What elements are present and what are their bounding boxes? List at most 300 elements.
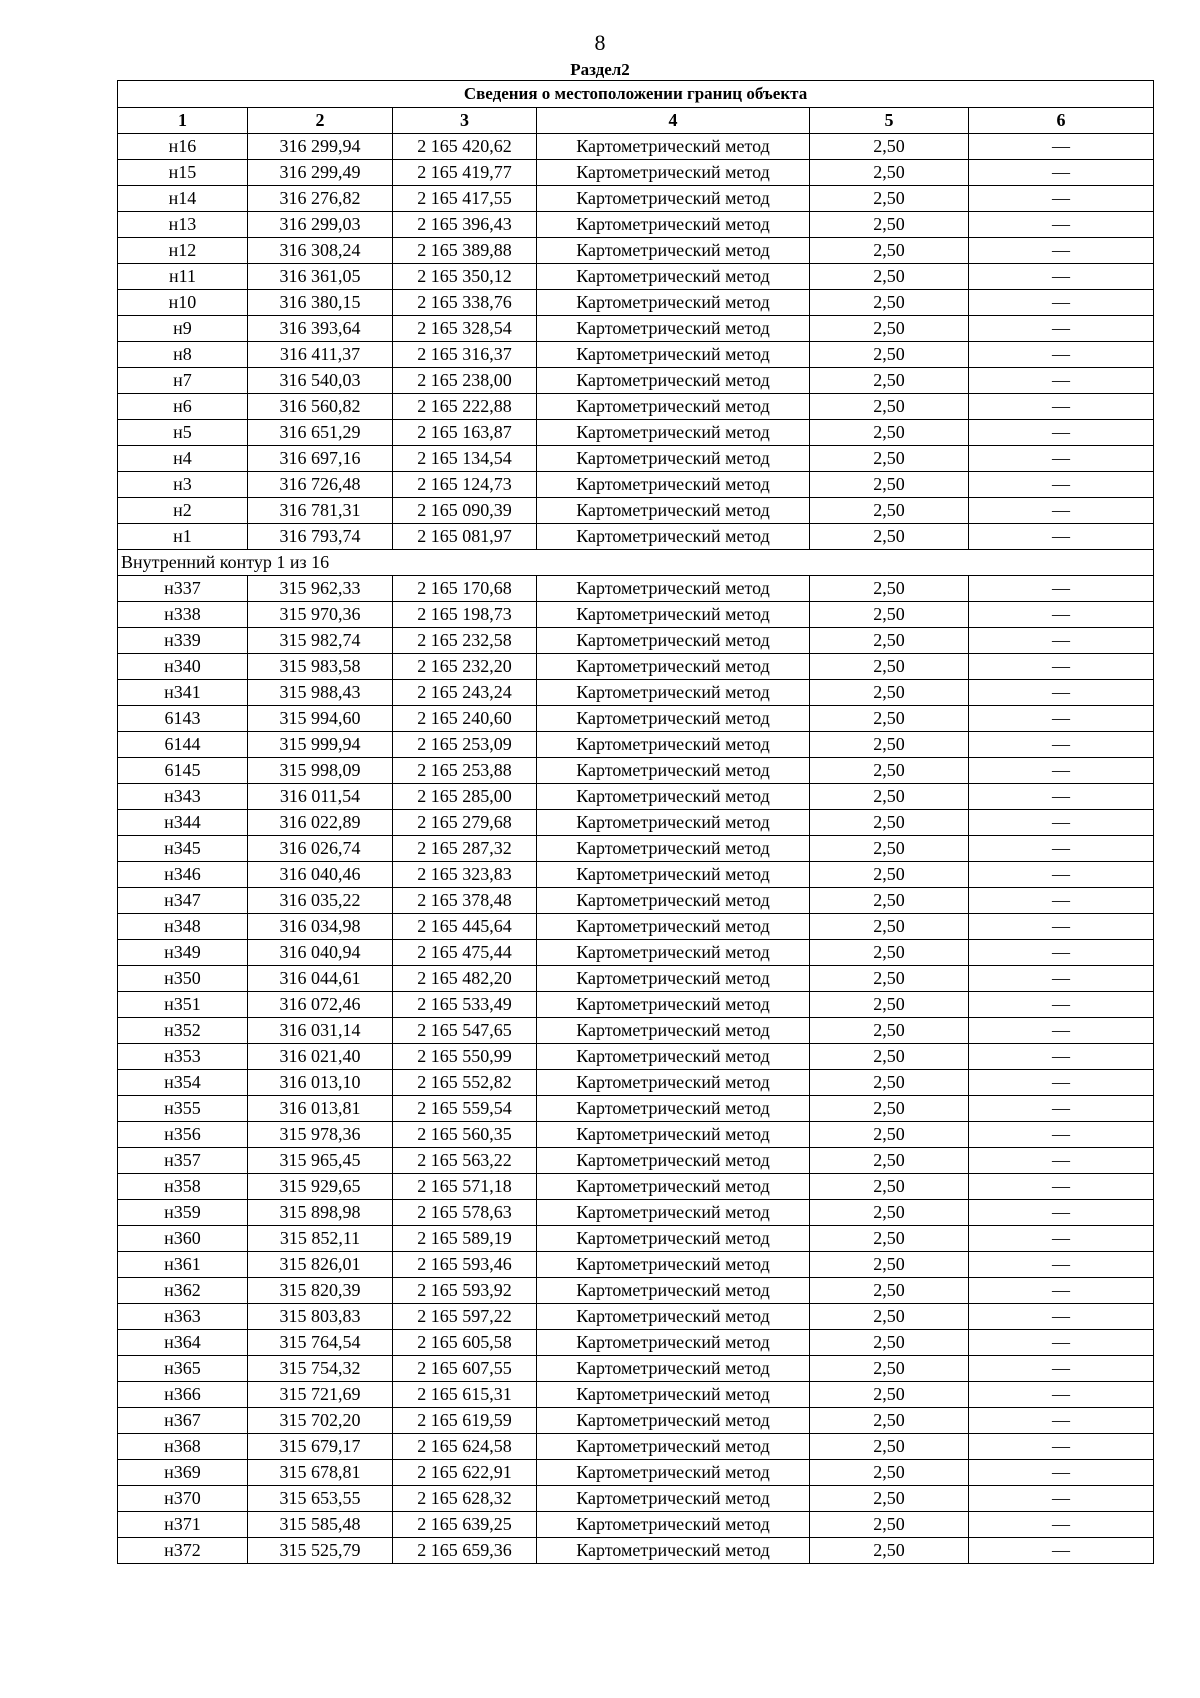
table-row [118,238,1154,264]
note-cell: — [969,186,1154,212]
method-cell: Картометрический метод [537,888,810,914]
table-row [118,1486,1154,1512]
x-coordinate-cell: 315 988,43 [248,680,393,706]
accuracy-cell: 2,50 [810,784,969,810]
x-coordinate-cell: 315 803,83 [248,1304,393,1330]
point-id-cell: н371 [118,1512,248,1538]
accuracy-cell: 2,50 [810,498,969,524]
accuracy-cell: 2,50 [810,706,969,732]
point-id-cell: н361 [118,1252,248,1278]
point-id-cell: 6145 [118,758,248,784]
x-coordinate-cell: 316 651,29 [248,420,393,446]
note-cell: — [969,1044,1154,1070]
table-row [118,1252,1154,1278]
accuracy-cell: 2,50 [810,1044,969,1070]
accuracy-cell: 2,50 [810,1096,969,1122]
point-id-cell: н354 [118,1070,248,1096]
table-caption: Сведения о местоположении границ объекта [118,81,1154,108]
accuracy-cell: 2,50 [810,134,969,160]
point-id-cell: н11 [118,264,248,290]
y-coordinate-cell: 2 165 559,54 [393,1096,537,1122]
point-id-cell: н2 [118,498,248,524]
y-coordinate-cell: 2 165 338,76 [393,290,537,316]
point-id-cell: н12 [118,238,248,264]
point-id-cell: н360 [118,1226,248,1252]
x-coordinate-cell: 315 525,79 [248,1538,393,1564]
accuracy-cell: 2,50 [810,576,969,602]
method-cell: Картометрический метод [537,836,810,862]
x-coordinate-cell: 315 998,09 [248,758,393,784]
inner-contour-rows [118,576,1154,1564]
y-coordinate-cell: 2 165 482,20 [393,966,537,992]
point-id-cell: н344 [118,810,248,836]
accuracy-cell: 2,50 [810,524,969,550]
method-cell: Картометрический метод [537,1122,810,1148]
note-cell: — [969,940,1154,966]
table-row [118,1512,1154,1538]
point-id-cell: н367 [118,1408,248,1434]
x-coordinate-cell: 316 299,94 [248,134,393,160]
y-coordinate-cell: 2 165 285,00 [393,784,537,810]
y-coordinate-cell: 2 165 232,20 [393,654,537,680]
accuracy-cell: 2,50 [810,1382,969,1408]
method-cell: Картометрический метод [537,394,810,420]
note-cell: — [969,342,1154,368]
table-row [118,940,1154,966]
table-row [118,368,1154,394]
method-cell: Картометрический метод [537,1460,810,1486]
x-coordinate-cell: 315 678,81 [248,1460,393,1486]
y-coordinate-cell: 2 165 593,46 [393,1252,537,1278]
table-row [118,524,1154,550]
method-cell: Картометрический метод [537,940,810,966]
note-cell: — [969,914,1154,940]
note-cell: — [969,1148,1154,1174]
accuracy-cell: 2,50 [810,160,969,186]
table-row [118,1096,1154,1122]
note-cell: — [969,1304,1154,1330]
table-row [118,576,1154,602]
accuracy-cell: 2,50 [810,368,969,394]
column-header: 4 [537,108,810,134]
y-coordinate-cell: 2 165 475,44 [393,940,537,966]
table-row [118,394,1154,420]
note-cell: — [969,1200,1154,1226]
point-id-cell: н13 [118,212,248,238]
method-cell: Картометрический метод [537,238,810,264]
note-cell: — [969,394,1154,420]
accuracy-cell: 2,50 [810,1278,969,1304]
point-id-cell: н351 [118,992,248,1018]
accuracy-cell: 2,50 [810,1330,969,1356]
note-cell: — [969,810,1154,836]
table-row [118,1434,1154,1460]
point-id-cell: н350 [118,966,248,992]
note-cell: — [969,602,1154,628]
note-cell: — [969,134,1154,160]
y-coordinate-cell: 2 165 619,59 [393,1408,537,1434]
method-cell: Картометрический метод [537,316,810,342]
x-coordinate-cell: 316 411,37 [248,342,393,368]
note-cell: — [969,1122,1154,1148]
point-id-cell: н1 [118,524,248,550]
table-row [118,914,1154,940]
table-row [118,316,1154,342]
method-cell: Картометрический метод [537,992,810,1018]
table-row [118,1304,1154,1330]
accuracy-cell: 2,50 [810,940,969,966]
x-coordinate-cell: 315 929,65 [248,1174,393,1200]
y-coordinate-cell: 2 165 243,24 [393,680,537,706]
y-coordinate-cell: 2 165 622,91 [393,1460,537,1486]
point-id-cell: н364 [118,1330,248,1356]
table-row [118,1044,1154,1070]
accuracy-cell: 2,50 [810,1252,969,1278]
table-row [118,810,1154,836]
accuracy-cell: 2,50 [810,1408,969,1434]
y-coordinate-cell: 2 165 607,55 [393,1356,537,1382]
x-coordinate-cell: 316 021,40 [248,1044,393,1070]
method-cell: Картометрический метод [537,1512,810,1538]
y-coordinate-cell: 2 165 571,18 [393,1174,537,1200]
x-coordinate-cell: 315 898,98 [248,1200,393,1226]
column-header: 5 [810,108,969,134]
accuracy-cell: 2,50 [810,602,969,628]
point-id-cell: н4 [118,446,248,472]
contour-label-row [118,550,1154,576]
accuracy-cell: 2,50 [810,446,969,472]
accuracy-cell: 2,50 [810,1512,969,1538]
table-row [118,160,1154,186]
point-id-cell: н343 [118,784,248,810]
note-cell: — [969,680,1154,706]
point-id-cell: н355 [118,1096,248,1122]
accuracy-cell: 2,50 [810,888,969,914]
note-cell: — [969,758,1154,784]
note-cell: — [969,1174,1154,1200]
y-coordinate-cell: 2 165 624,58 [393,1434,537,1460]
y-coordinate-cell: 2 165 593,92 [393,1278,537,1304]
note-cell: — [969,732,1154,758]
table-row [118,888,1154,914]
x-coordinate-cell: 316 013,81 [248,1096,393,1122]
note-cell: — [969,992,1154,1018]
y-coordinate-cell: 2 165 615,31 [393,1382,537,1408]
point-id-cell: н356 [118,1122,248,1148]
y-coordinate-cell: 2 165 350,12 [393,264,537,290]
y-coordinate-cell: 2 165 389,88 [393,238,537,264]
note-cell: — [969,472,1154,498]
accuracy-cell: 2,50 [810,420,969,446]
x-coordinate-cell: 316 560,82 [248,394,393,420]
x-coordinate-cell: 316 035,22 [248,888,393,914]
note-cell: — [969,1512,1154,1538]
note-cell: — [969,576,1154,602]
method-cell: Картометрический метод [537,1200,810,1226]
note-cell: — [969,264,1154,290]
y-coordinate-cell: 2 165 563,22 [393,1148,537,1174]
accuracy-cell: 2,50 [810,680,969,706]
method-cell: Картометрический метод [537,602,810,628]
x-coordinate-cell: 316 308,24 [248,238,393,264]
point-id-cell: н8 [118,342,248,368]
point-id-cell: н352 [118,1018,248,1044]
point-id-cell: н346 [118,862,248,888]
note-cell: — [969,1538,1154,1564]
table-row [118,1382,1154,1408]
y-coordinate-cell: 2 165 378,48 [393,888,537,914]
note-cell: — [969,160,1154,186]
y-coordinate-cell: 2 165 589,19 [393,1226,537,1252]
accuracy-cell: 2,50 [810,1538,969,1564]
method-cell: Картометрический метод [537,1174,810,1200]
method-cell: Картометрический метод [537,472,810,498]
point-id-cell: н359 [118,1200,248,1226]
table-row [118,264,1154,290]
accuracy-cell: 2,50 [810,862,969,888]
x-coordinate-cell: 316 380,15 [248,290,393,316]
x-coordinate-cell: 315 965,45 [248,1148,393,1174]
accuracy-cell: 2,50 [810,1356,969,1382]
y-coordinate-cell: 2 165 240,60 [393,706,537,732]
point-id-cell: н372 [118,1538,248,1564]
note-cell: — [969,628,1154,654]
accuracy-cell: 2,50 [810,1070,969,1096]
point-id-cell: 6143 [118,706,248,732]
x-coordinate-cell: 315 962,33 [248,576,393,602]
note-cell: — [969,1226,1154,1252]
column-header-row [118,108,1154,134]
table-row [118,628,1154,654]
method-cell: Картометрический метод [537,758,810,784]
note-cell: — [969,784,1154,810]
accuracy-cell: 2,50 [810,342,969,368]
table-row [118,680,1154,706]
y-coordinate-cell: 2 165 560,35 [393,1122,537,1148]
note-cell: — [969,836,1154,862]
method-cell: Картометрический метод [537,862,810,888]
point-id-cell: н369 [118,1460,248,1486]
y-coordinate-cell: 2 165 578,63 [393,1200,537,1226]
method-cell: Картометрический метод [537,654,810,680]
y-coordinate-cell: 2 165 396,43 [393,212,537,238]
point-id-cell: н6 [118,394,248,420]
note-cell: — [969,888,1154,914]
table-row [118,1330,1154,1356]
method-cell: Картометрический метод [537,914,810,940]
method-cell: Картометрический метод [537,1070,810,1096]
note-cell: — [969,1330,1154,1356]
accuracy-cell: 2,50 [810,212,969,238]
point-id-cell: н345 [118,836,248,862]
accuracy-cell: 2,50 [810,1200,969,1226]
note-cell: — [969,446,1154,472]
section-title: Раздел2 [570,60,630,79]
x-coordinate-cell: 315 679,17 [248,1434,393,1460]
table-row [118,862,1154,888]
y-coordinate-cell: 2 165 323,83 [393,862,537,888]
table-row [118,498,1154,524]
accuracy-cell: 2,50 [810,836,969,862]
point-id-cell: 6144 [118,732,248,758]
note-cell: — [969,1434,1154,1460]
method-cell: Картометрический метод [537,1408,810,1434]
y-coordinate-cell: 2 165 547,65 [393,1018,537,1044]
x-coordinate-cell: 316 040,46 [248,862,393,888]
note-cell: — [969,1356,1154,1382]
accuracy-cell: 2,50 [810,732,969,758]
point-id-cell: н365 [118,1356,248,1382]
method-cell: Картометрический метод [537,446,810,472]
note-cell: — [969,368,1154,394]
y-coordinate-cell: 2 165 605,58 [393,1330,537,1356]
note-cell: — [969,212,1154,238]
table-row [118,1018,1154,1044]
table-row [118,1122,1154,1148]
contour-label: Внутренний контур 1 из 16 [118,550,1154,576]
y-coordinate-cell: 2 165 445,64 [393,914,537,940]
x-coordinate-cell: 315 982,74 [248,628,393,654]
table-row [118,654,1154,680]
note-cell: — [969,290,1154,316]
point-id-cell: н337 [118,576,248,602]
y-coordinate-cell: 2 165 550,99 [393,1044,537,1070]
x-coordinate-cell: 316 299,49 [248,160,393,186]
accuracy-cell: 2,50 [810,914,969,940]
note-cell: — [969,862,1154,888]
x-coordinate-cell: 316 299,03 [248,212,393,238]
method-cell: Картометрический метод [537,160,810,186]
method-cell: Картометрический метод [537,1148,810,1174]
x-coordinate-cell: 315 585,48 [248,1512,393,1538]
table-row [118,1278,1154,1304]
point-id-cell: н341 [118,680,248,706]
y-coordinate-cell: 2 165 198,73 [393,602,537,628]
method-cell: Картометрический метод [537,1278,810,1304]
table-row [118,966,1154,992]
method-cell: Картометрический метод [537,1434,810,1460]
y-coordinate-cell: 2 165 533,49 [393,992,537,1018]
point-id-cell: н348 [118,914,248,940]
note-cell: — [969,498,1154,524]
table-row [118,290,1154,316]
y-coordinate-cell: 2 165 552,82 [393,1070,537,1096]
note-cell: — [969,966,1154,992]
accuracy-cell: 2,50 [810,810,969,836]
table-row [118,212,1154,238]
y-coordinate-cell: 2 165 279,68 [393,810,537,836]
point-id-cell: н10 [118,290,248,316]
accuracy-cell: 2,50 [810,316,969,342]
x-coordinate-cell: 315 702,20 [248,1408,393,1434]
y-coordinate-cell: 2 165 287,32 [393,836,537,862]
method-cell: Картометрический метод [537,1382,810,1408]
outer-contour-rows [118,134,1154,550]
accuracy-cell: 2,50 [810,1174,969,1200]
accuracy-cell: 2,50 [810,1122,969,1148]
method-cell: Картометрический метод [537,784,810,810]
note-cell: — [969,1278,1154,1304]
accuracy-cell: 2,50 [810,1148,969,1174]
method-cell: Картометрический метод [537,966,810,992]
method-cell: Картометрический метод [537,290,810,316]
table-row [118,602,1154,628]
y-coordinate-cell: 2 165 639,25 [393,1512,537,1538]
x-coordinate-cell: 315 978,36 [248,1122,393,1148]
method-cell: Картометрический метод [537,732,810,758]
method-cell: Картометрический метод [537,1304,810,1330]
method-cell: Картометрический метод [537,628,810,654]
y-coordinate-cell: 2 165 238,00 [393,368,537,394]
table-row [118,836,1154,862]
note-cell: — [969,524,1154,550]
method-cell: Картометрический метод [537,498,810,524]
y-coordinate-cell: 2 165 170,68 [393,576,537,602]
note-cell: — [969,1382,1154,1408]
table-row [118,1226,1154,1252]
table-row [118,1538,1154,1564]
accuracy-cell: 2,50 [810,1434,969,1460]
x-coordinate-cell: 316 697,16 [248,446,393,472]
point-id-cell: н14 [118,186,248,212]
x-coordinate-cell: 316 034,98 [248,914,393,940]
table-row [118,1174,1154,1200]
accuracy-cell: 2,50 [810,394,969,420]
y-coordinate-cell: 2 165 232,58 [393,628,537,654]
note-cell: — [969,654,1154,680]
point-id-cell: н16 [118,134,248,160]
table-row [118,1356,1154,1382]
accuracy-cell: 2,50 [810,758,969,784]
note-cell: — [969,238,1154,264]
accuracy-cell: 2,50 [810,472,969,498]
table-row [118,706,1154,732]
method-cell: Картометрический метод [537,1096,810,1122]
x-coordinate-cell: 315 764,54 [248,1330,393,1356]
method-cell: Картометрический метод [537,680,810,706]
method-cell: Картометрический метод [537,186,810,212]
accuracy-cell: 2,50 [810,1486,969,1512]
point-id-cell: н353 [118,1044,248,1070]
x-coordinate-cell: 316 022,89 [248,810,393,836]
x-coordinate-cell: 316 361,05 [248,264,393,290]
method-cell: Картометрический метод [537,212,810,238]
x-coordinate-cell: 316 040,94 [248,940,393,966]
y-coordinate-cell: 2 165 659,36 [393,1538,537,1564]
method-cell: Картометрический метод [537,420,810,446]
x-coordinate-cell: 316 031,14 [248,1018,393,1044]
point-id-cell: н362 [118,1278,248,1304]
accuracy-cell: 2,50 [810,186,969,212]
x-coordinate-cell: 315 999,94 [248,732,393,758]
table-row [118,732,1154,758]
table-row [118,1070,1154,1096]
note-cell: — [969,1460,1154,1486]
table-row [118,784,1154,810]
point-id-cell: н338 [118,602,248,628]
point-id-cell: н5 [118,420,248,446]
table-row [118,420,1154,446]
x-coordinate-cell: 315 970,36 [248,602,393,628]
column-header: 6 [969,108,1154,134]
x-coordinate-cell: 315 754,32 [248,1356,393,1382]
point-id-cell: н9 [118,316,248,342]
y-coordinate-cell: 2 165 420,62 [393,134,537,160]
x-coordinate-cell: 315 826,01 [248,1252,393,1278]
method-cell: Картометрический метод [537,1330,810,1356]
boundary-table [117,80,1154,1564]
table-row [118,758,1154,784]
